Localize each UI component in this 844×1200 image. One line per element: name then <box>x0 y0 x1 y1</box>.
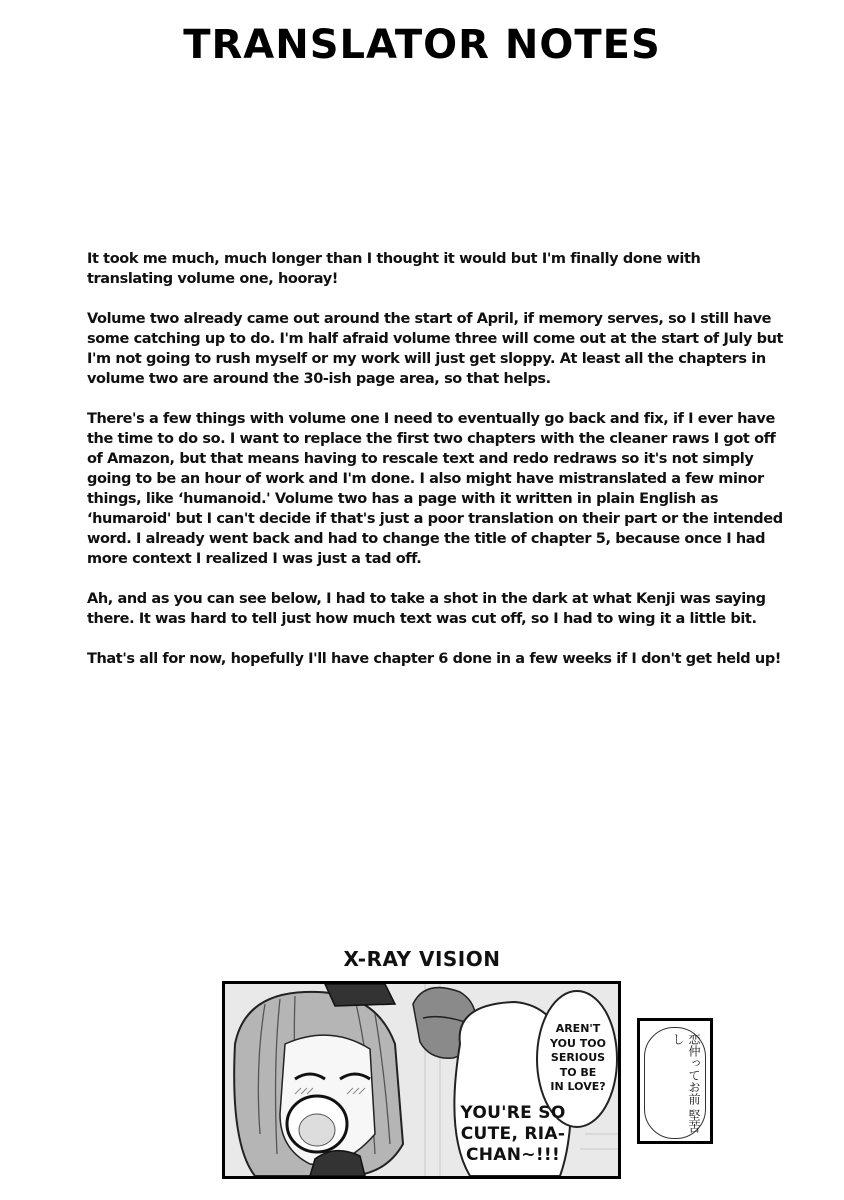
speech-bubble-large-text: YOU'RE SO CUTE, RIA- CHAN~!!! <box>460 1103 566 1165</box>
notes-paragraph: There's a few things with volume one I need to eventually go back and fix, if I ever have the time to do so. I want to replace the first two chapters with the cleaner raws I got off of Amazon, but that means having to rescale text and redo redraws so it's not simply going to be an hour of work and I'm done. I also might have mistranslated a few minor things, like ‘humanoid.' Volume two has a page with it written in plain English as ‘humaroid' but I can't decide if that's just a poor translation on their part or the intended word. I already went back and had to change the title of chapter 5, because once I had more context I realized I was just a tad off. <box>87 411 783 567</box>
notes-paragraph: It took me much, much longer than I thought it would but I'm finally done with translating volume one, hooray! <box>87 251 701 287</box>
panel-caption: X-RAY VISION <box>343 947 501 971</box>
notes-paragraph: Ah, and as you can see below, I had to take a shot in the dark at what Kenji was saying there. It was hard to tell just how much text was cut off, so I had to wing it a little bit. <box>87 591 766 627</box>
side-panel <box>637 1018 713 1144</box>
translator-notes-body <box>87 249 787 689</box>
page-title: TRANSLATOR NOTES <box>183 22 661 68</box>
speech-bubble-small-text: AREN'T YOU TOO SERIOUS TO BE IN LOVE? <box>550 1022 606 1093</box>
notes-paragraph: Volume two already came out around the start of April, if memory serves, so I still have some catching up to do. I'm half afraid volume three will come out at the start of July but I'm not going to rush myself or my work will just get sloppy. At least all the chapters in volume two are around the 30-ish page area, so that helps. <box>87 311 784 387</box>
side-vertical-text: 恋仲ってお前 堅苦し <box>671 1033 701 1133</box>
notes-paragraph: That's all for now, hopefully I'll have chapter 6 done in a few weeks if I don't get held up! <box>87 651 782 667</box>
manga-panel <box>222 981 621 1179</box>
